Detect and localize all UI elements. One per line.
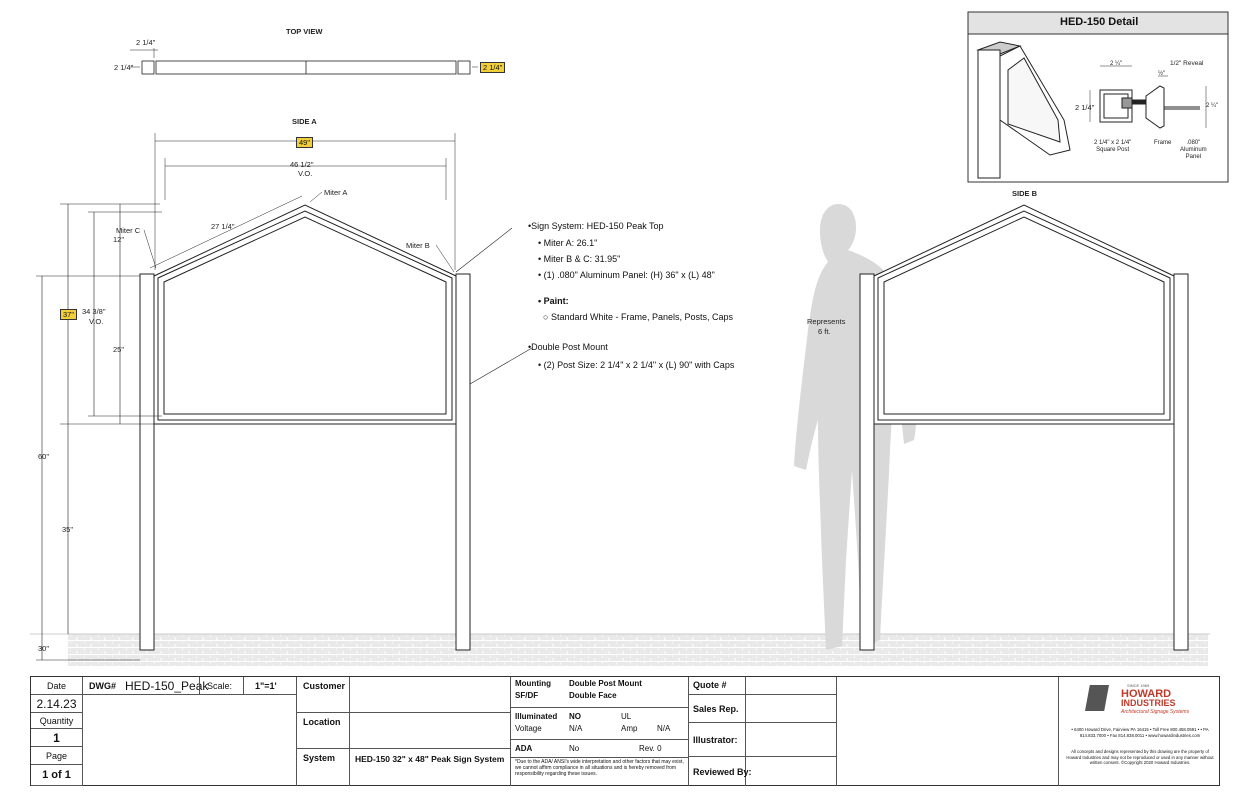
mounting-label: Mounting xyxy=(515,679,551,688)
logo-since: SINCE 1969 xyxy=(1127,683,1150,688)
spec-panel: • (1) .080" Aluminum Panel: (H) 36" x (L) 48" xyxy=(538,270,715,280)
location-label: Location xyxy=(303,717,341,727)
side-a-vo-label: V.O. xyxy=(298,169,313,178)
quantity-label: Quantity xyxy=(31,713,83,729)
top-view-dim-top: 2 1/4" xyxy=(136,38,156,47)
side-a-post-above: 60" xyxy=(38,452,50,461)
side-a-overall-width: 49" xyxy=(296,137,313,148)
side-a-peak-height: 12" xyxy=(113,235,125,244)
top-view-dim-left: 2 1/4" xyxy=(114,63,134,72)
mounting-block xyxy=(511,677,689,786)
detail-post-height: 2 1/4" xyxy=(1075,103,1095,112)
top-view-dim-right: 2 1/4" xyxy=(480,62,505,73)
dwg-label: DWG# xyxy=(89,681,116,691)
page-label: Page xyxy=(31,747,83,765)
spec-sign-system: •Sign System: HED-150 Peak Top xyxy=(528,221,664,231)
system-value: HED-150 32" x 48" Peak Sign System xyxy=(355,754,505,764)
voltage-label: Voltage xyxy=(515,724,542,733)
customer-label: Customer xyxy=(303,681,346,691)
location-field[interactable] xyxy=(297,713,511,749)
top-view-title: TOP VIEW xyxy=(286,27,323,36)
logo-industries: INDUSTRIES xyxy=(1121,698,1176,708)
spec-paint: • Paint: xyxy=(538,296,569,306)
top-view-drawing xyxy=(130,48,478,74)
sfdf-label: SF/DF xyxy=(515,691,539,700)
spec-miter-bc: • Miter B & C: 31.95" xyxy=(538,254,621,264)
sales-label: Sales Rep. xyxy=(693,704,739,714)
side-a-vo-width: 46 1/2" xyxy=(290,160,314,169)
detail-panel-height: 2 ¼" xyxy=(1206,103,1219,109)
logo-tagline: Architectural Signage Systems xyxy=(1121,709,1190,715)
title-block xyxy=(30,676,1220,786)
quote-field[interactable] xyxy=(689,677,837,695)
sfdf-value: Double Face xyxy=(569,691,617,700)
ground-strip xyxy=(68,634,1208,666)
detail-panel-caption: .080" Aluminum Panel xyxy=(1180,140,1207,160)
sales-field[interactable] xyxy=(689,695,837,723)
human-label-2: 6 ft. xyxy=(818,327,831,336)
revision: Rev. 0 xyxy=(639,744,662,753)
side-a-slope-length: 27 1/4" xyxy=(211,222,235,231)
side-a-miter-a: Miter A xyxy=(324,188,348,197)
customer-field[interactable] xyxy=(297,677,511,713)
side-a-post-below: 30" xyxy=(38,644,50,653)
date-label: Date xyxy=(31,677,83,695)
spec-post-size: • (2) Post Size: 2 1/4" x 2 1/4" x (L) 90" with Caps xyxy=(538,360,735,370)
spec-paint-option: ○ Standard White - Frame, Panels, Posts, Caps xyxy=(543,312,734,322)
side-a-vo-height-label: V.O. xyxy=(89,317,104,326)
page-value: 1 of 1 xyxy=(31,765,83,786)
side-a-title: SIDE A xyxy=(292,117,317,126)
mounting-value: Double Post Mount xyxy=(569,679,642,688)
side-a-miter-b: Miter B xyxy=(406,241,430,250)
side-a-frame-height: 25" xyxy=(113,345,125,354)
ada-label: ADA xyxy=(515,744,533,753)
detail-reveal-number: ½" xyxy=(1158,71,1166,77)
spec-mount: •Double Post Mount xyxy=(528,342,608,352)
legal-notice: All concepts and designs represented by this drawing are the property of Howard Industries and may not be reproduced or used in any manner without written consent. ©Copyright 2020 Howard Industries. xyxy=(1066,749,1214,765)
dwg-value: HED-150_Peak xyxy=(125,679,209,693)
ada-value: No xyxy=(569,744,580,753)
detail-post-caption: 2 1/4" x 2 1/4" Square Post xyxy=(1094,140,1132,153)
human-label-1: Represents xyxy=(807,317,846,326)
illuminated-value: NO xyxy=(569,712,581,721)
illustrator-label: Illustrator: xyxy=(693,735,738,745)
amp-label: Amp xyxy=(621,724,638,733)
side-a-drawing xyxy=(36,133,532,660)
illustrator-field[interactable] xyxy=(689,723,837,757)
side-a-panel-height: 37" xyxy=(60,309,77,320)
system-field[interactable] xyxy=(297,749,511,786)
radio-circle-icon: ○ xyxy=(543,312,549,322)
detail-title: HED-150 Detail xyxy=(1060,16,1139,28)
side-a-post-clear: 35" xyxy=(62,525,74,534)
date-value: 2.14.23 xyxy=(31,695,83,713)
amp-value: N/A xyxy=(657,724,671,733)
howard-logo-mark xyxy=(1085,685,1109,711)
ul-label: UL xyxy=(621,712,632,721)
scale-value: 1"=1' xyxy=(255,681,277,691)
illuminated-label: Illuminated xyxy=(515,712,558,721)
spec-miter-a: • Miter A: 26.1" xyxy=(538,238,598,248)
side-a-vo-height: 34 3/8" xyxy=(82,307,106,316)
ada-note: *Due to the ADA/ ANSI's wide interpretation and other factors that may exist, we cannot affirm compliance in all situations and is hereby removed from responsibility regarding these issues. xyxy=(515,759,684,777)
scale-label: Scale: xyxy=(207,681,233,691)
reviewed-field[interactable] xyxy=(689,757,837,786)
system-label: System xyxy=(303,753,336,763)
quantity-value: 1 xyxy=(31,729,83,747)
side-b-title: SIDE B xyxy=(1012,189,1038,198)
detail-frame-caption: Frame xyxy=(1154,140,1172,146)
detail-reveal: 1/2" Reveal xyxy=(1170,60,1204,67)
blank-column xyxy=(837,677,1059,786)
side-a-miter-c: Miter C xyxy=(116,226,141,235)
company-block xyxy=(1065,679,1215,783)
detail-post-width: 2 ¼" xyxy=(1110,61,1123,67)
voltage-value: N/A xyxy=(569,724,583,733)
quote-label: Quote # xyxy=(693,680,727,690)
dwg-block xyxy=(83,677,297,786)
reviewed-label: Reviewed By: xyxy=(693,767,752,777)
logo-howard: HOWARD xyxy=(1121,688,1172,700)
company-address: • 6400 Howard Drive, Fairview PA 16415 • Toll Free 800.458.0591 • • PA 814.833.7000 • Fax 814.838.0011 • www.howardindustries.com xyxy=(1071,727,1209,738)
